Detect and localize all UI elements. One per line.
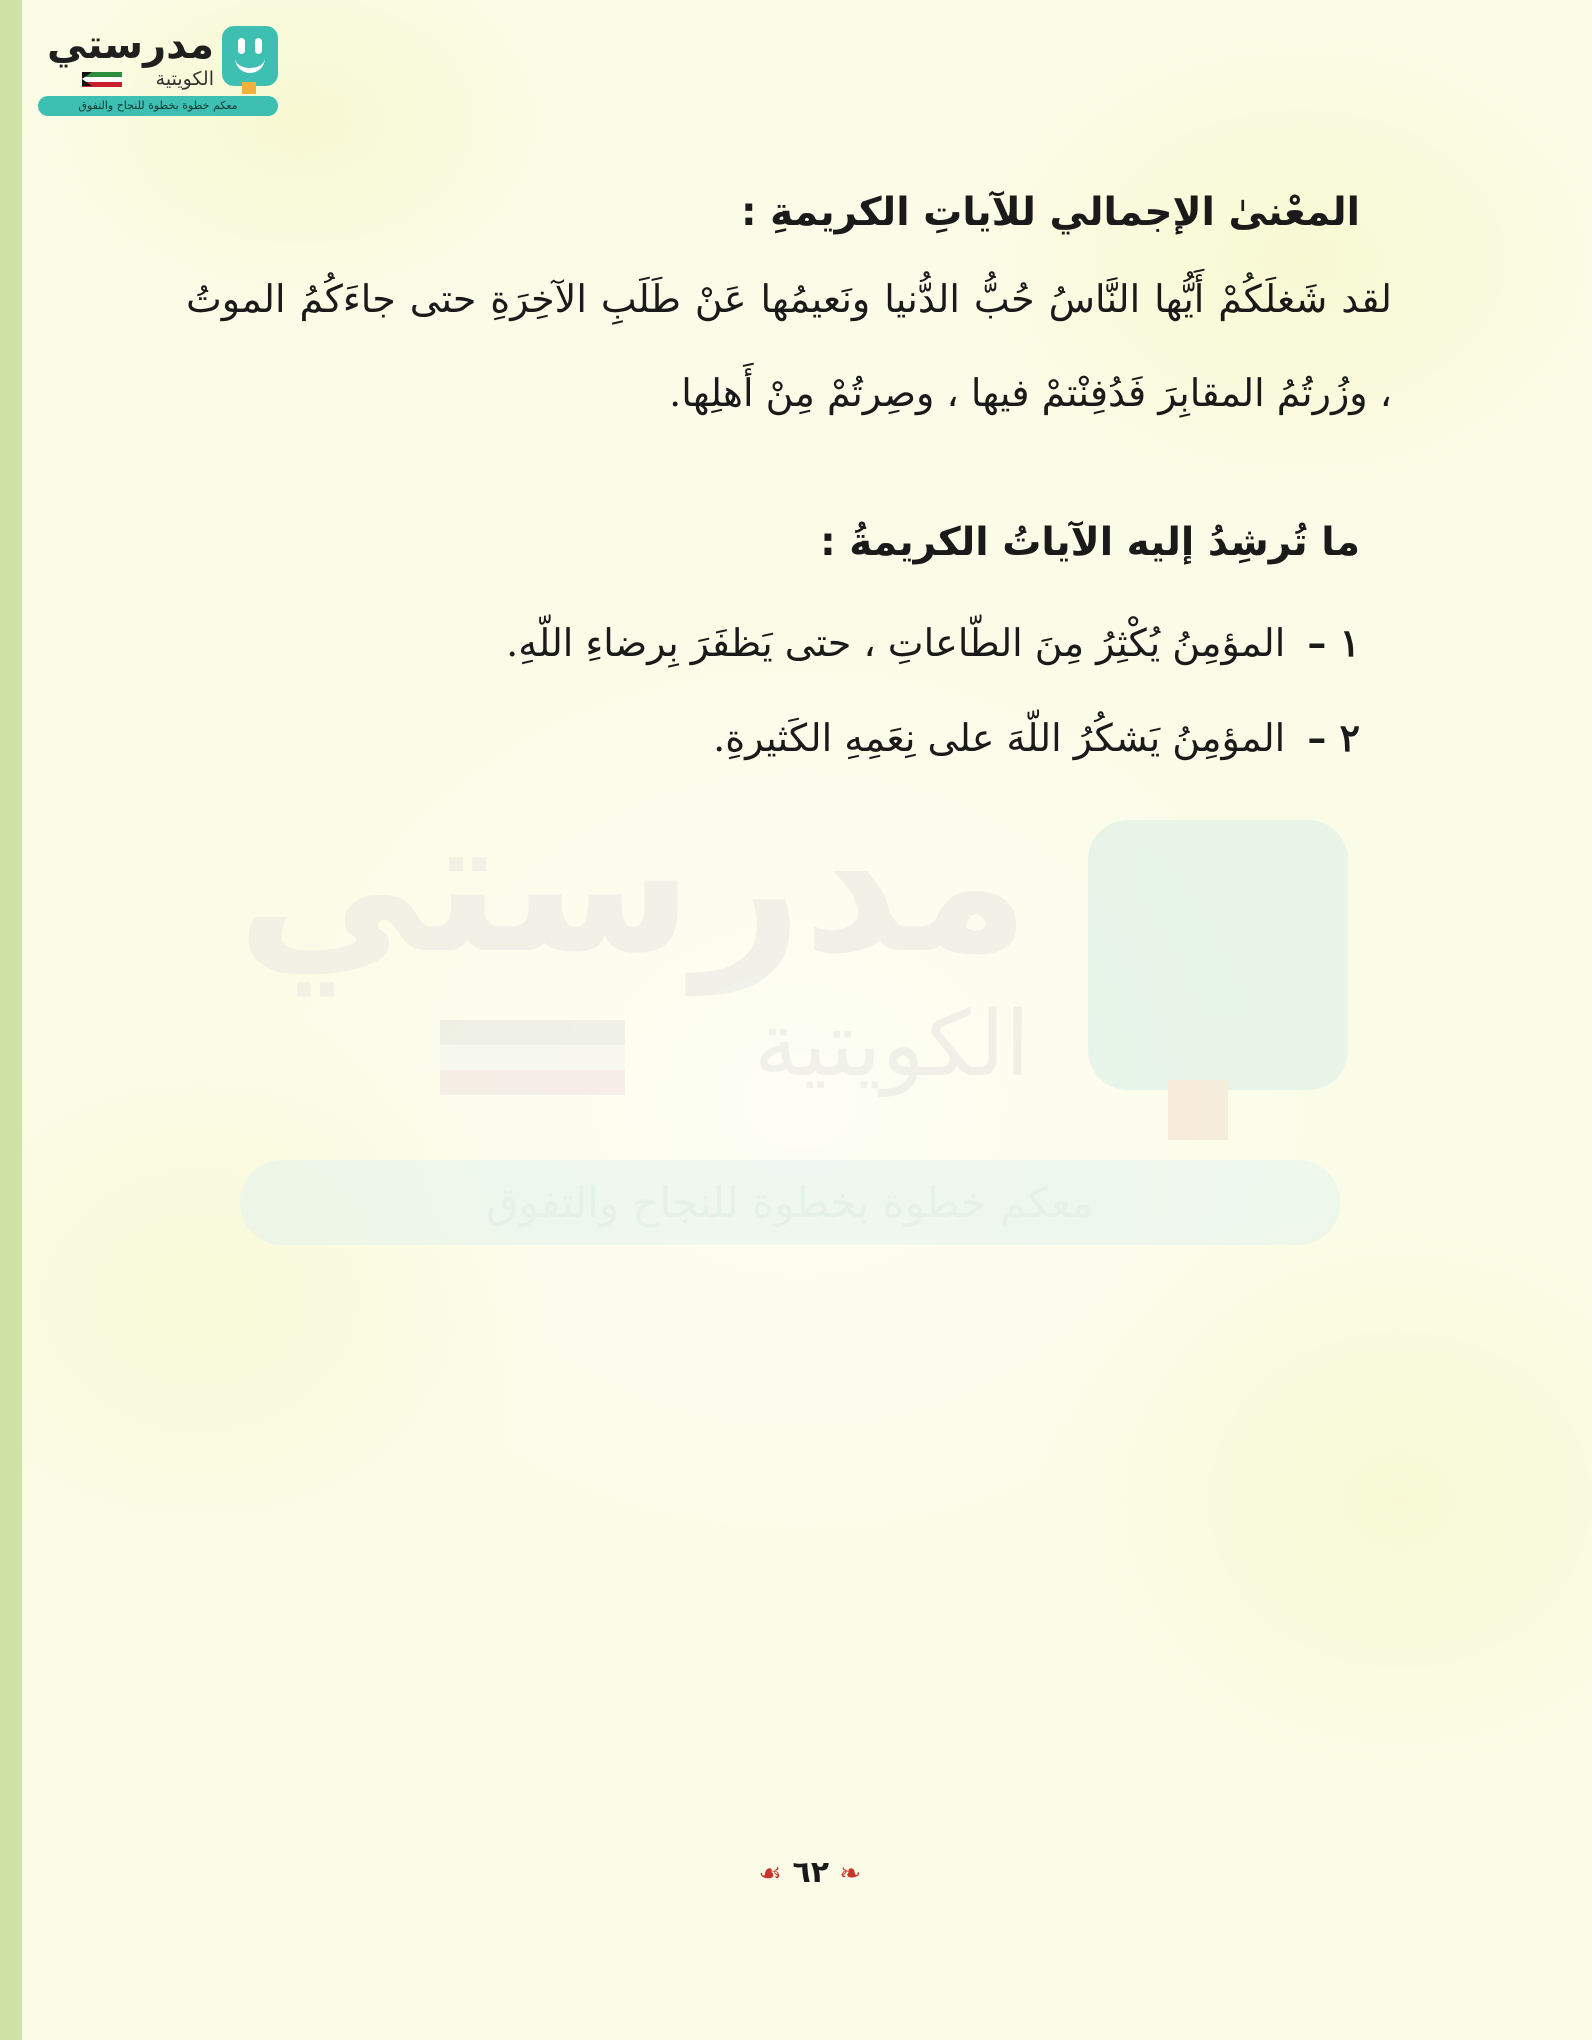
logo-subtitle: الكويتية bbox=[155, 68, 214, 90]
logo-tagline: معكم خطوة بخطوة للنجاح والتفوق bbox=[38, 96, 278, 116]
logo-title: مدرستي bbox=[46, 22, 214, 68]
watermark-tagline: معكم خطوة بخطوة للنجاح والتفوق bbox=[240, 1160, 1340, 1245]
section-heading-meaning: المعْنىٰ الإجمالي للآياتِ الكريمةِ : bbox=[741, 190, 1360, 235]
watermark-logo-icon bbox=[1088, 820, 1348, 1090]
meaning-paragraph: لقد شَغلَكُمْ أَيُّها النَّاسُ حُبُّ الدُّنيا ونَعيمُها عَنْ طَلَبِ الآخِرَةِ حتى جاءَكُمُ الموتُ ، وزُرتُمُ المقابِرَ فَدُفِنْتمْ فيها ، وصِرتُمْ مِنْ أَهلِها. bbox=[186, 277, 1392, 415]
ornament-icon: ☙ bbox=[758, 1858, 782, 1889]
page-number bbox=[740, 1855, 880, 1891]
list-item bbox=[506, 620, 1360, 665]
list-item-text: المؤمِنُ يَشكُرُ اللّهَ على نِعَمِهِ الكَثيرةِ. bbox=[713, 716, 1286, 760]
list-item-number: ٢ – bbox=[1307, 715, 1360, 760]
logo bbox=[38, 20, 280, 120]
watermark-title: مدرستي bbox=[236, 774, 1030, 995]
left-margin-strip bbox=[0, 0, 22, 2040]
watermark-flag-icon bbox=[440, 1020, 625, 1095]
kuwait-flag-icon bbox=[82, 72, 122, 87]
watermark bbox=[236, 774, 1360, 1250]
ornament-icon: ❧ bbox=[839, 1858, 862, 1889]
list-item bbox=[713, 715, 1360, 760]
watermark-subtitle: الكويتية bbox=[753, 992, 1030, 1097]
page-number-text: ٦٢ bbox=[792, 1855, 830, 1890]
list-item-text: المؤمِنُ يُكْثِرُ مِنَ الطّاعاتِ ، حتى يَظفَرَ بِرضاءِ اللّهِ. bbox=[506, 621, 1286, 665]
list-item-number: ١ – bbox=[1307, 620, 1360, 665]
section-heading-guidance: ما تُرشِدُ إليه الآياتُ الكريمةُ : bbox=[820, 520, 1360, 565]
logo-mark-icon bbox=[222, 26, 278, 86]
